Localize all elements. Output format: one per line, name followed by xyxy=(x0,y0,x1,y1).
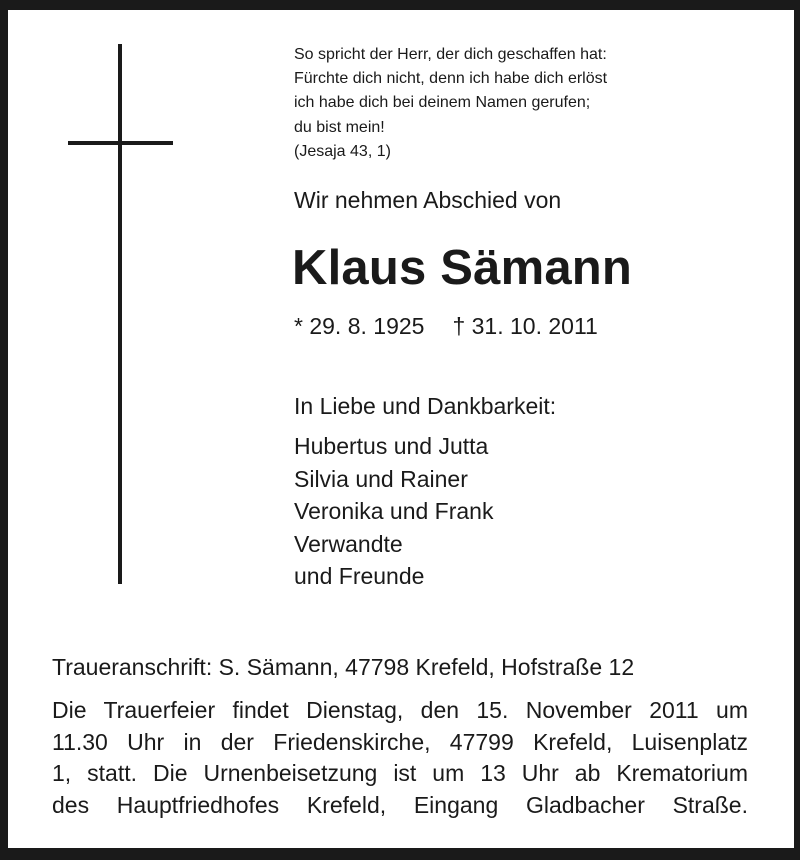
ceremony-line: 11.30 Uhr in der Friedenskirche, 47799 Krefeld, Luisenplatz xyxy=(52,728,748,755)
cross-vertical-bar xyxy=(118,44,122,584)
verse-line: So spricht der Herr, der dich geschaffen hat: xyxy=(294,46,607,63)
ceremony-line: Die Trauerfeier findet Dienstag, den 15. November 2011 um xyxy=(52,697,748,723)
birth-date: * 29. 8. 1925 xyxy=(294,313,425,339)
farewell-intro: Wir nehmen Abschied von xyxy=(294,187,562,213)
verse-line: ich habe dich bei deinem Namen gerufen; xyxy=(294,94,591,112)
mourner-entry: Hubertus und Jutta xyxy=(294,433,489,459)
love-heading: In Liebe und Dankbarkeit: xyxy=(294,393,557,419)
verse-reference: (Jesaja 43, 1) xyxy=(294,142,391,160)
ceremony-line: 1, statt. Die Urnenbeisetzung ist um 13 Uhr ab Krematorium xyxy=(52,760,748,786)
life-dates xyxy=(294,311,598,341)
ceremony-details xyxy=(52,695,748,821)
mourning-address: Traueranschrift: S. Sämann, 47798 Krefeld, Hofstraße 12 xyxy=(52,654,635,680)
verse-line: Fürchte dich nicht, denn ich habe dich erlöst xyxy=(294,70,608,88)
mourner-entry: Silvia und Rainer xyxy=(294,465,468,492)
verse-line: du bist mein! xyxy=(294,118,385,136)
death-date: † 31. 10. 2011 xyxy=(452,313,598,339)
mourner-entry: und Freunde xyxy=(294,563,425,589)
mourner-entry: Veronika und Frank xyxy=(294,498,494,524)
mourners-list xyxy=(294,430,493,593)
bible-verse xyxy=(294,43,607,164)
ceremony-line: des Hauptfriedhofes Krefeld, Eingang Gladbacher Straße. xyxy=(52,791,748,818)
cross-horizontal-bar xyxy=(68,141,173,145)
deceased-name: Klaus Sämann xyxy=(292,241,633,295)
mourner-entry: Verwandte xyxy=(294,530,403,557)
